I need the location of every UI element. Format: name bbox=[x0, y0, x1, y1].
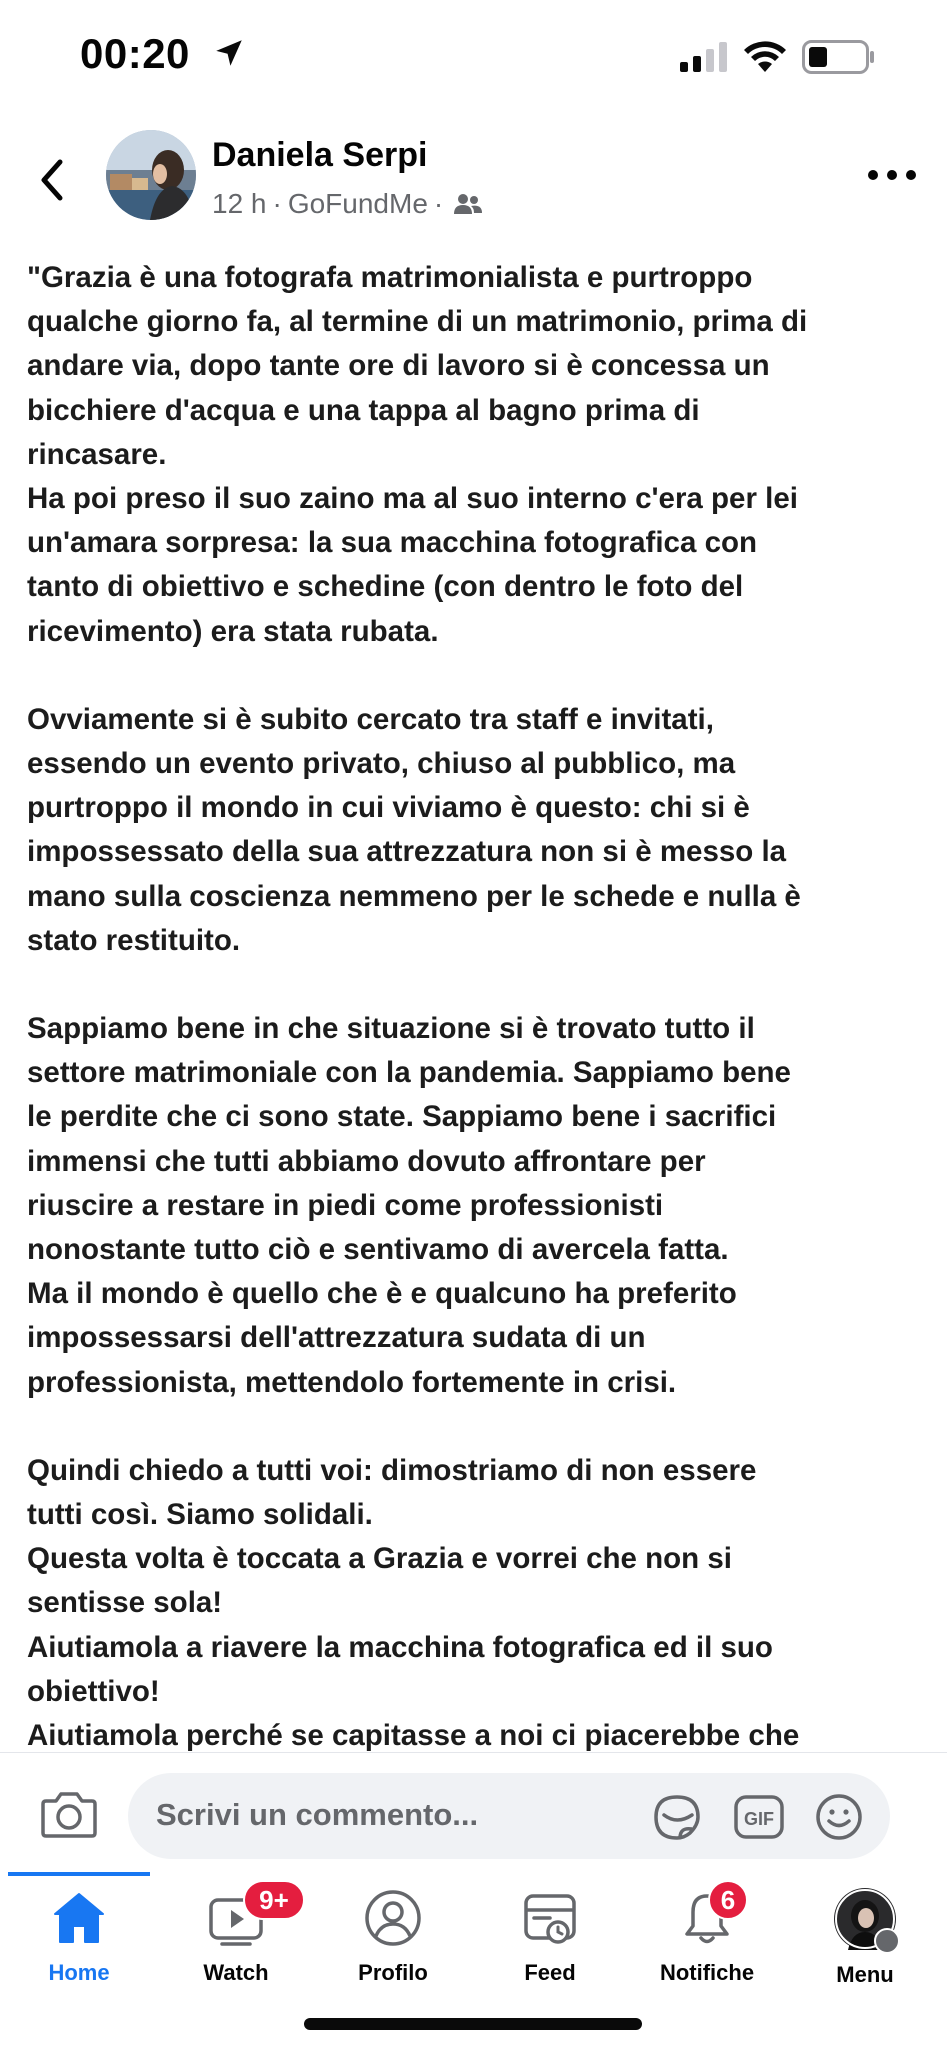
feed-icon bbox=[520, 1888, 580, 1948]
post-paragraph: Ovviamente si è subito cercato tra staff e invitati, essendo un evento privato, chiuso al pubblico, ma purtroppo il mondo in cui viviamo è questo: chi si è impossessato della sua attrezzatura non si è messo la mano sulla coscienza nemmeno per le schede e nulla è stato restituito. bbox=[27, 702, 801, 957]
notifications-badge: 6 bbox=[708, 1880, 748, 1920]
comment-placeholder: Scrivi un commento... bbox=[156, 1797, 479, 1832]
tab-home[interactable] bbox=[0, 1888, 158, 1998]
post-source[interactable]: GoFundMe bbox=[287, 188, 428, 219]
author-name[interactable]: Daniela Serpi bbox=[212, 136, 428, 174]
dot bbox=[868, 170, 878, 180]
watch-badge: 9+ bbox=[243, 1880, 305, 1920]
camera-icon[interactable] bbox=[40, 1789, 98, 1839]
avatar-photo bbox=[106, 130, 196, 220]
active-tab-indicator bbox=[8, 1872, 150, 1876]
menu-avatar bbox=[834, 1888, 896, 1950]
dot bbox=[906, 170, 916, 180]
tab-watch[interactable] bbox=[157, 1885, 315, 1998]
post-paragraph: Sappiamo bene in che situazione si è trovato tutto il settore matrimoniale con la pandemia. Sappiamo bene le perdite che ci sono state. Sappiamo bene i sacrifici immensi che tutti abbiamo dovuto affrontare per riuscire a restare in piedi come professionisti nonostante tutto ciò e sentivamo di avercela fatta. Ma il mondo è quello che è e qualcuno ha preferito impossessarsi dell'attrezzatura sudata di un professionista, mettendolo fortemente in crisi. bbox=[27, 1012, 791, 1399]
tab-menu[interactable] bbox=[786, 1888, 944, 1998]
wifi-icon bbox=[742, 38, 788, 74]
meta-separator: · bbox=[433, 188, 444, 219]
post-text bbox=[27, 256, 927, 1752]
sticker-icon[interactable] bbox=[650, 1791, 704, 1843]
location-arrow-icon bbox=[212, 36, 246, 70]
friends-audience-icon[interactable] bbox=[453, 192, 483, 216]
home-icon bbox=[49, 1888, 109, 1948]
tab-label: Menu bbox=[836, 1962, 894, 1987]
tab-label: Feed bbox=[524, 1960, 576, 1985]
post-header bbox=[0, 120, 947, 240]
post-paragraph: "Grazia è una fotografa matrimonialista e purtroppo qualche giorno fa, al termine di un matrimonio, prima di andare via, dopo tante ore di lavoro si è concessa un bicchiere d'acqua e una tappa al bagno prima di rincasare. Ha poi preso il suo zaino ma al suo interno c'era per lei un'amara sorpresa: la sua macchina fotografica con tanto di obiettivo e schedine (con dentro le foto del ricevimento) era stata rubata. bbox=[27, 261, 808, 648]
comment-bar bbox=[0, 1752, 947, 1872]
post-meta bbox=[212, 188, 483, 220]
more-options-icon[interactable] bbox=[868, 160, 916, 190]
tab-notifications[interactable] bbox=[628, 1885, 786, 1998]
author-avatar[interactable] bbox=[106, 130, 196, 220]
tab-label: Profilo bbox=[358, 1960, 428, 1985]
dot bbox=[887, 170, 897, 180]
status-bar bbox=[0, 0, 947, 110]
gif-icon[interactable] bbox=[732, 1791, 786, 1843]
emoji-icon[interactable] bbox=[812, 1791, 866, 1843]
meta-separator: · bbox=[272, 188, 282, 219]
battery-icon bbox=[802, 40, 876, 74]
paragraph-gap bbox=[27, 654, 927, 698]
tab-label: Notifiche bbox=[659, 1960, 755, 1985]
cellular-signal-icon bbox=[680, 42, 728, 72]
tab-feed[interactable] bbox=[471, 1888, 629, 1998]
home-indicator[interactable] bbox=[304, 2018, 642, 2030]
tab-profile[interactable] bbox=[314, 1888, 472, 1998]
back-arrow-icon[interactable] bbox=[30, 150, 76, 210]
tab-label: Home bbox=[48, 1960, 110, 1985]
status-time: 00:20 bbox=[80, 30, 190, 77]
comment-input[interactable] bbox=[128, 1773, 890, 1859]
tab-label: Watch bbox=[203, 1960, 269, 1985]
profile-icon bbox=[363, 1888, 423, 1948]
paragraph-gap bbox=[27, 963, 927, 1007]
menu-lines-icon bbox=[874, 1928, 900, 1954]
post-time[interactable]: 12 h bbox=[212, 188, 267, 219]
gif-label: GIF bbox=[744, 1809, 774, 1829]
paragraph-gap bbox=[27, 1405, 927, 1449]
post-paragraph: Quindi chiedo a tutti voi: dimostriamo di non essere tutti così. Siamo solidali. Questa volta è toccata a Grazia e vorrei che non si sentisse sola! Aiutiamola a riavere la macchina fotografica ed il suo obiettivo! Aiutiamola perché se capitasse a noi ci piacerebbe che bbox=[27, 1453, 800, 1752]
